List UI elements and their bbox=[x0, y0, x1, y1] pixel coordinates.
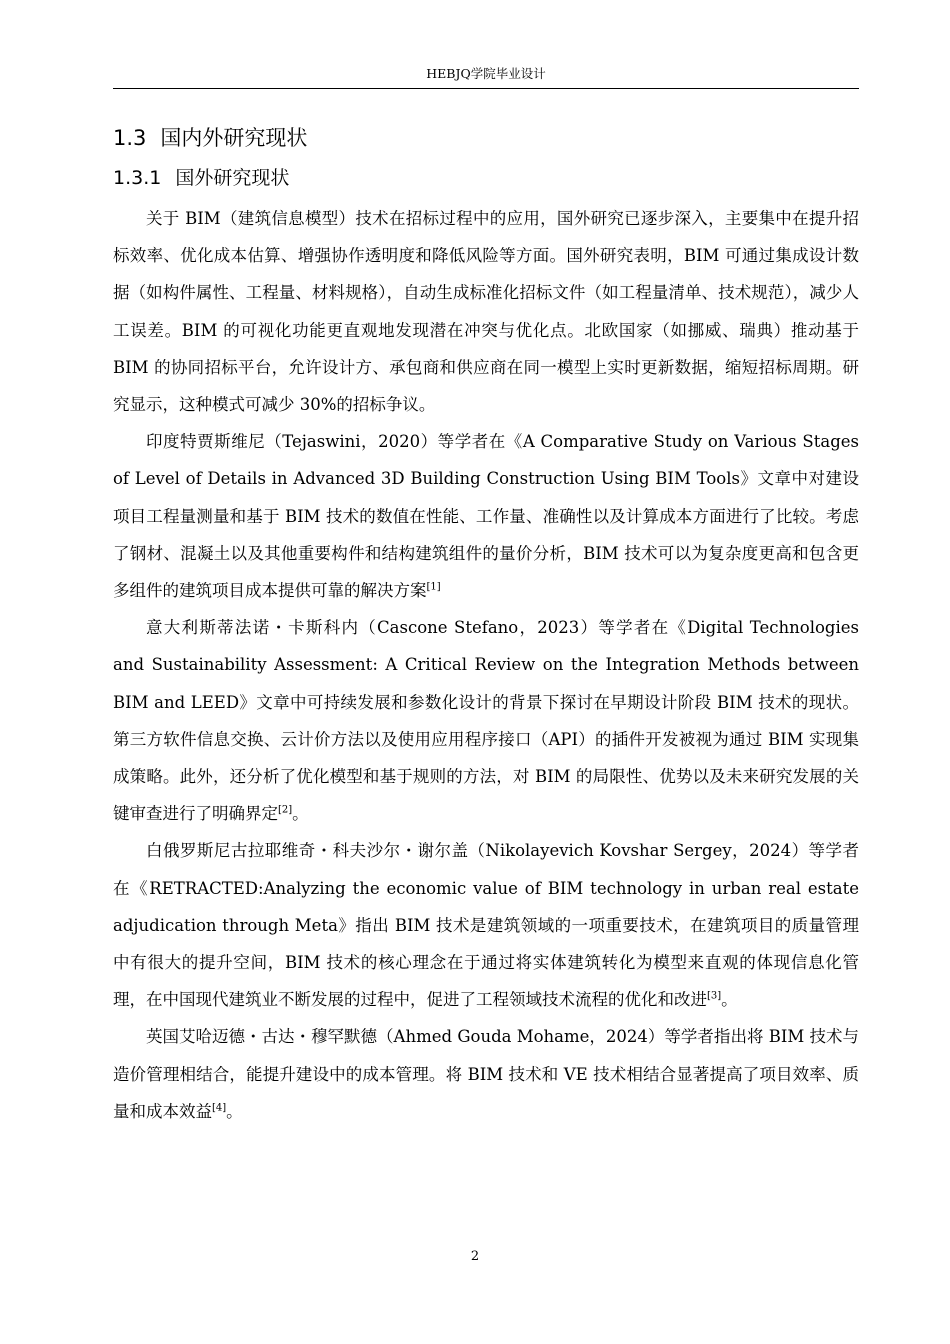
header-title: HEBJQ学院毕业设计 bbox=[426, 66, 546, 81]
citation-ref[interactable]: [3] bbox=[707, 990, 722, 1002]
subsection-number: 1.3.1 bbox=[113, 167, 162, 189]
paragraph-tail: 。 bbox=[292, 804, 309, 824]
paragraph-text: 意大利斯蒂法诺・卡斯科内（Cascone Stefano，2023）等学者在《Digital Technologies and Sustainability Assessment: A Critical Review on the Integration Methods between BIM and LEED》文章中可持续发展和参数化设计的背景下探讨在早期设计阶段 BIM 技术的现状。第三方软件信息交换、云计价方法以及使用应用程序接口（API）的插件开发被视为通过 BIM 实现集成策略。此外，还分析了优化模型和基于规则的方法，对 BIM 的局限性、优势以及未来研究发展的关键审查进行了明确界定 bbox=[113, 618, 859, 824]
paragraph bbox=[113, 200, 859, 423]
citation-ref[interactable]: [2] bbox=[278, 804, 293, 816]
paragraph bbox=[113, 423, 859, 609]
paragraph-text: 英国艾哈迈德・古达・穆罕默德（Ahmed Gouda Mohame，2024）等学者指出将 BIM 技术与造价管理相结合，能提升建设中的成本管理。将 BIM 技术和 VE 技术相结合显著提高了项目效率、质量和成本效益 bbox=[113, 1027, 859, 1121]
section-title: 国内外研究现状 bbox=[160, 126, 308, 150]
paragraph-text: 关于 BIM（建筑信息模型）技术在招标过程中的应用，国外研究已逐步深入，主要集中在提升招标效率、优化成本估算、增强协作透明度和降低风险等方面。国外研究表明，BIM 可通过集成设计数据（如构件属性、工程量、材料规格），自动生成标准化招标文件（如工程量清单、技术规范），减少人工误差。BIM 的可视化功能更直观地发现潜在冲突与优化点。北欧国家（如挪威、瑞典）推动基于 BIM 的协同招标平台，允许设计方、承包商和供应商在同一模型上实时更新数据，缩短招标周期。研究显示，这种模式可减少 30%的招标争议。 bbox=[113, 209, 859, 415]
page-number: 2 bbox=[470, 1249, 480, 1264]
paragraph bbox=[113, 609, 859, 832]
citation-ref[interactable]: [4] bbox=[212, 1102, 227, 1114]
paragraph-tail: 。 bbox=[721, 990, 738, 1010]
paragraph-text: 印度特贾斯维尼（Tejaswini，2020）等学者在《A Comparative Study on Various Stages of Level of Details in Advanced 3D Building Construction Using BIM Tools》文章中对建设项目工程量测量和基于 BIM 技术的数值在性能、工作量、准确性以及计算成本方面进行了比较。考虑了钢材、混凝土以及其他重要构件和结构建筑组件的量价分析，BIM 技术可以为复杂度更高和包含更多组件的建筑项目成本提供可靠的解决方案 bbox=[113, 432, 859, 601]
paragraph-text: 白俄罗斯尼古拉耶维奇・科夫沙尔・谢尔盖（Nikolayevich Kovshar Sergey，2024）等学者在《RETRACTED:Analyzing the economic value of BIM technology in urban real estate adjudication through Meta》指出 BIM 技术是建筑领域的一项重要技术，在建筑项目的质量管理中有很大的提升空间，BIM 技术的核心理念在于通过将实体建筑转化为模型来直观的体现信息化管理，在中国现代建筑业不断发展的过程中，促进了工程领域技术流程的优化和改进 bbox=[113, 841, 859, 1010]
document-body bbox=[113, 118, 859, 1130]
section-number: 1.3 bbox=[113, 126, 147, 150]
section-heading bbox=[113, 118, 859, 158]
subsection-heading bbox=[113, 158, 859, 198]
subsection-title: 国外研究现状 bbox=[175, 167, 290, 189]
page-header bbox=[113, 64, 859, 89]
paragraph-tail: 。 bbox=[226, 1101, 243, 1121]
paragraph bbox=[113, 832, 859, 1018]
citation-ref[interactable]: [1] bbox=[426, 581, 441, 593]
paragraph bbox=[113, 1018, 859, 1130]
